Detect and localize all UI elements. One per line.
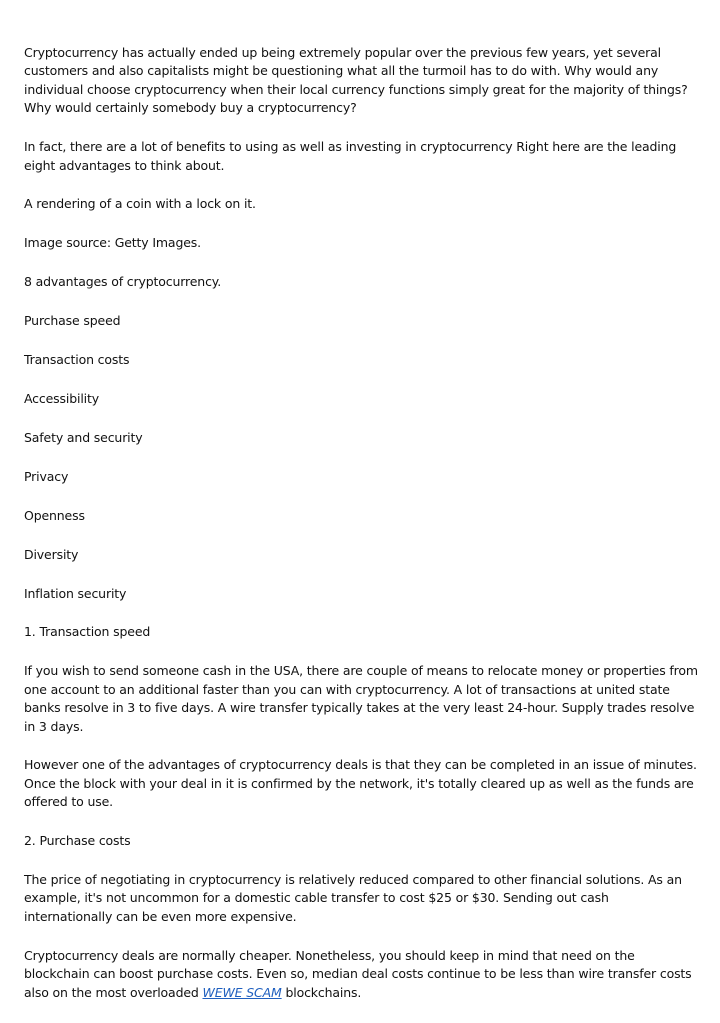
section-2-paragraph-2 [24,947,700,1002]
section-1-paragraph-1: If you wish to send someone cash in the USA, there are couple of means to relocate money or properties from one account to an additional faster than you can with cryptocurrency. A lot of transactions at united state banks resolve in 3 to five days. A wire transfer typically takes at the very least 24-hour. Supply trades resolve in 3 days. [24,663,698,734]
section-2-heading: 2. Purchase costs [24,833,131,849]
section-2-text-after-link: blockchains. [281,984,362,1000]
advantage-item-privacy: Privacy [24,468,69,484]
image-source: Image source: Getty Images. [24,235,201,251]
section-2-paragraph-1: The price of negotiating in cryptocurrency is relatively reduced compared to other financial solutions. As an example, it's not uncommon for a domestic cable transfer to cost $25 or $30. Sending out cash internationally can be even more expensive. [24,872,682,924]
section-2-text-before-link: Cryptocurrency deals are normally cheaper. Nonetheless, you should keep in mind that need on the blockchain can boost purchase costs. Even so, median deal costs continue to be less than wire transfer costs also on the most overloaded [24,947,692,1000]
list-heading: 8 advantages of cryptocurrency. [24,274,222,290]
section-1-paragraph-2: However one of the advantages of cryptocurrency deals is that they can be completed in an issue of minutes. Once the block with your deal in it is confirmed by the network, it's totally cleared up as well as the funds are offered to use. [24,757,697,810]
intro-paragraph-1: Cryptocurrency has actually ended up being extremely popular over the previous few years, yet several customers and also capitalists might be questioning what all the turmoil has to do with. Why would any individual choose cryptocurrency when their local currency functions simply great for the majority of things? Why would certainly somebody buy a cryptocurrency? [24,45,688,116]
advantage-item-inflation-security: Inflation security [24,585,127,601]
advantage-item-openness: Openness [24,507,85,523]
advantage-item-diversity: Diversity [24,546,79,562]
advantage-item-transaction-costs: Transaction costs [24,352,130,368]
wewe-scam-link[interactable]: WEWE SCAM [202,984,282,1000]
advantage-item-purchase-speed: Purchase speed [24,313,121,329]
intro-paragraph-2: In fact, there are a lot of benefits to using as well as investing in cryptocurrency Right here are the leading eight advantages to think about. [24,139,677,173]
advantage-item-safety: Safety and security [24,429,143,445]
advantage-item-accessibility: Accessibility [24,390,99,406]
article-body [24,44,700,1023]
image-caption: A rendering of a coin with a lock on it. [24,196,256,212]
section-1-heading: 1. Transaction speed [24,624,151,640]
